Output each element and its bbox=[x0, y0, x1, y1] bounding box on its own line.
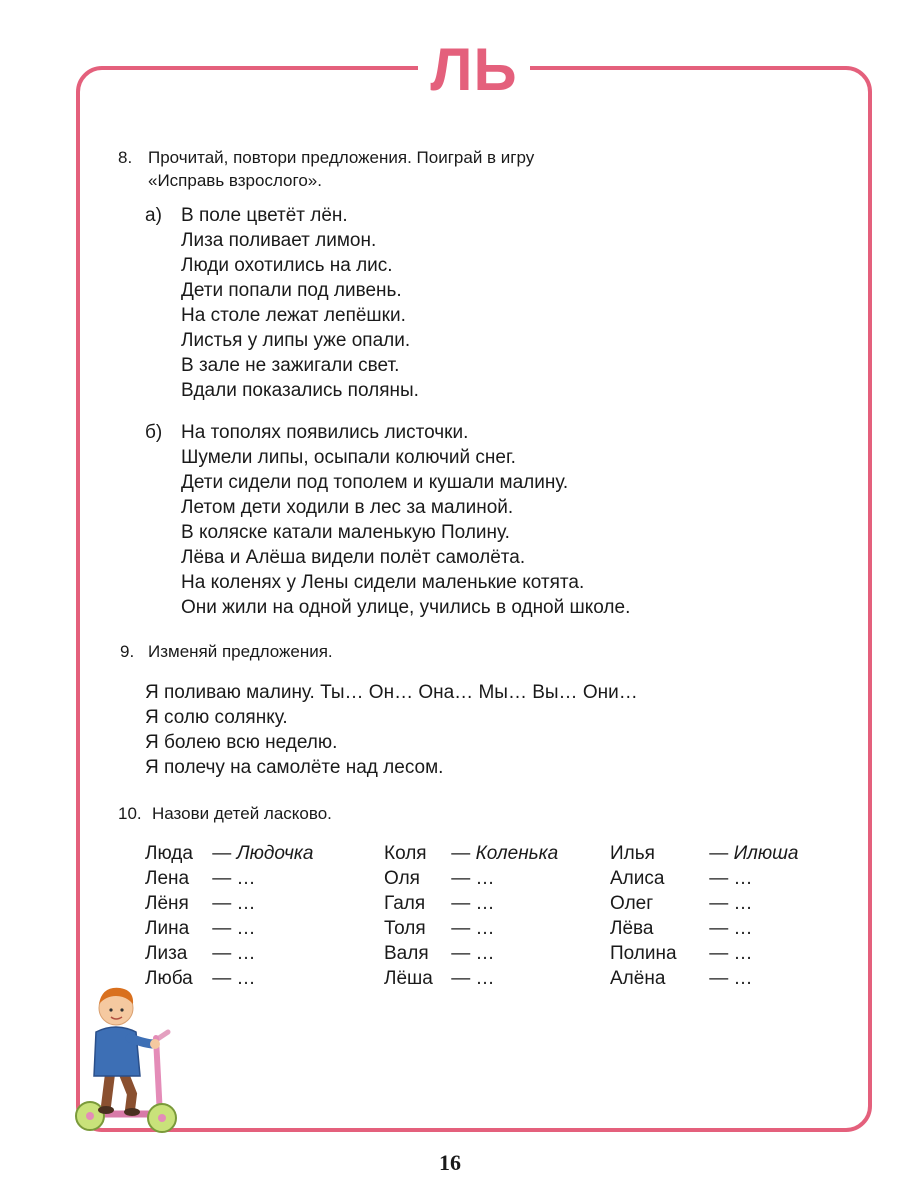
name-row bbox=[384, 891, 558, 916]
part-a-marker: а) bbox=[145, 205, 162, 226]
dash: — … bbox=[709, 943, 753, 964]
part-b-marker: б) bbox=[145, 422, 163, 443]
sentence: В зале не зажигали свет. bbox=[181, 355, 400, 376]
name-row bbox=[384, 966, 558, 991]
answer: Людочка bbox=[236, 843, 314, 864]
child-on-scooter-illustration bbox=[66, 966, 186, 1136]
name-row bbox=[384, 916, 558, 941]
name: Лина bbox=[145, 918, 190, 939]
name: Лёва bbox=[610, 918, 654, 939]
sentence: Дети попали под ливень. bbox=[181, 280, 402, 301]
dash: — bbox=[212, 843, 232, 864]
dash: — bbox=[451, 843, 471, 864]
task-9-header bbox=[120, 640, 333, 663]
sentence: Вдали показались поляны. bbox=[181, 380, 419, 401]
names-column-3 bbox=[610, 841, 799, 991]
dash: — … bbox=[212, 943, 256, 964]
dash: — bbox=[709, 843, 729, 864]
name: Лена bbox=[145, 868, 190, 889]
task-8-header bbox=[118, 146, 534, 192]
dash: — … bbox=[212, 868, 256, 889]
name: Илья bbox=[610, 843, 655, 864]
name-row bbox=[610, 916, 799, 941]
name: Оля bbox=[384, 868, 420, 889]
part-a-lines bbox=[181, 203, 419, 403]
name: Люба bbox=[145, 968, 193, 989]
name-row bbox=[610, 966, 799, 991]
name-row bbox=[145, 916, 313, 941]
sentence: Лиза поливает лимон. bbox=[181, 230, 377, 251]
sentence: Я болею всю неделю. bbox=[145, 732, 338, 753]
dash: — … bbox=[451, 943, 495, 964]
task-8-instruction-line1: Прочитай, повтори предложения. Поиграй в игру bbox=[148, 148, 535, 167]
name: Валя bbox=[384, 943, 429, 964]
page-number: 16 bbox=[439, 1150, 461, 1175]
task-9-number: 9. bbox=[120, 642, 135, 661]
sentence: Люди охотились на лис. bbox=[181, 255, 393, 276]
sentence: Они жили на одной улице, учились в одной школе. bbox=[181, 597, 631, 618]
name: Лёня bbox=[145, 893, 189, 914]
dash: — … bbox=[709, 968, 753, 989]
name: Лёша bbox=[384, 968, 433, 989]
sentence: Шумели липы, осыпали колючий снег. bbox=[181, 447, 516, 468]
name-row bbox=[384, 841, 558, 866]
name-row bbox=[610, 891, 799, 916]
sentence: Листья у липы уже опали. bbox=[181, 330, 411, 351]
dash: — … bbox=[451, 918, 495, 939]
part-b-lines bbox=[181, 420, 630, 620]
sentence: Лёва и Алёша видели полёт самолёта. bbox=[181, 547, 526, 568]
task-10-instruction: Назови детей ласково. bbox=[152, 804, 332, 823]
sentence: На коленях у Лены сидели маленькие котята. bbox=[181, 572, 585, 593]
name: Толя bbox=[384, 918, 426, 939]
dash: — … bbox=[212, 918, 256, 939]
task-9-lines bbox=[145, 680, 638, 780]
page-title: ЛЬ bbox=[430, 36, 518, 103]
sentence: Я полечу на самолёте над лесом. bbox=[145, 757, 444, 778]
name-row bbox=[610, 941, 799, 966]
answer: Илюша bbox=[733, 843, 799, 864]
name: Коля bbox=[384, 843, 427, 864]
name-row bbox=[145, 841, 313, 866]
name-row bbox=[384, 866, 558, 891]
sentence: Летом дети ходили в лес за малиной. bbox=[181, 497, 514, 518]
name: Галя bbox=[384, 893, 426, 914]
sentence: Я поливаю малину. Ты… Он… Она… Мы… Вы… Они… bbox=[145, 682, 638, 703]
sentence: В коляске катали маленькую Полину. bbox=[181, 522, 510, 543]
task-10-header bbox=[118, 802, 332, 825]
name-row bbox=[384, 941, 558, 966]
sentence: На тополях появились листочки. bbox=[181, 422, 469, 443]
sentence: На столе лежат лепёшки. bbox=[181, 305, 406, 326]
dash: — … bbox=[212, 893, 256, 914]
name: Алиса bbox=[610, 868, 665, 889]
task-8-number: 8. bbox=[118, 148, 133, 167]
task-9-instruction: Изменяй предложения. bbox=[148, 642, 333, 661]
name-row bbox=[145, 941, 313, 966]
name-row bbox=[610, 866, 799, 891]
name-row bbox=[145, 891, 313, 916]
name-row bbox=[610, 841, 799, 866]
dash: — … bbox=[709, 918, 753, 939]
sentence: Дети сидели под тополем и кушали малину. bbox=[181, 472, 569, 493]
task-10-number: 10. bbox=[118, 804, 142, 823]
dash: — … bbox=[709, 893, 753, 914]
answer: Коленька bbox=[475, 843, 559, 864]
name: Алёна bbox=[610, 968, 666, 989]
sentence: Я солю солянку. bbox=[145, 707, 288, 728]
dash: — … bbox=[709, 868, 753, 889]
sentence: В поле цветёт лён. bbox=[181, 205, 348, 226]
dash: — … bbox=[451, 868, 495, 889]
name: Люда bbox=[145, 843, 193, 864]
dash: — … bbox=[451, 893, 495, 914]
dash: — … bbox=[212, 968, 256, 989]
task-8-instruction-line2: «Исправь взрослого». bbox=[148, 171, 322, 190]
dash: — … bbox=[451, 968, 495, 989]
name: Лиза bbox=[145, 943, 188, 964]
name: Полина bbox=[610, 943, 677, 964]
names-column-2 bbox=[384, 841, 558, 991]
name-row bbox=[145, 866, 313, 891]
name: Олег bbox=[610, 893, 654, 914]
